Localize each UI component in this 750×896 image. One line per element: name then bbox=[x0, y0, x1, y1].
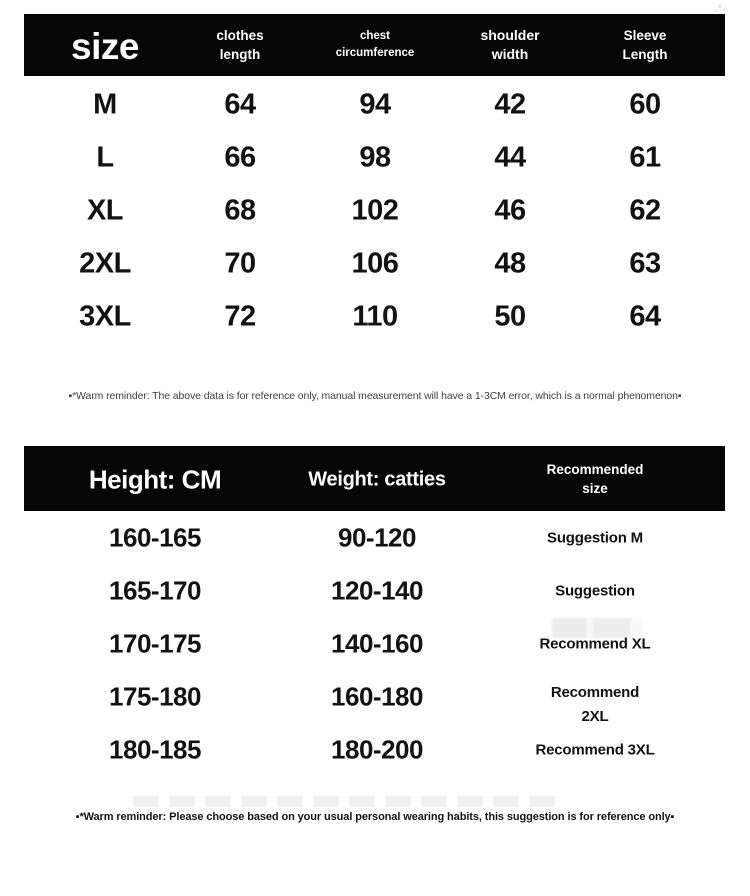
col-header-line: shoulder bbox=[480, 27, 540, 43]
col-header-line: size bbox=[582, 480, 608, 496]
size-cell: 2XL bbox=[79, 247, 131, 280]
shoulder-cell: 50 bbox=[494, 300, 526, 333]
height-cell: 175-180 bbox=[109, 681, 201, 712]
size-table-header bbox=[24, 14, 725, 76]
size-cell: XL bbox=[86, 194, 124, 227]
chest-cell: 94 bbox=[359, 88, 391, 121]
clothes-length-cell: 72 bbox=[224, 300, 256, 333]
fit-table-row bbox=[0, 618, 750, 670]
col-header-line: Sleeve bbox=[623, 28, 667, 43]
recommend-cell bbox=[551, 681, 639, 729]
sleeve-cell: 60 bbox=[629, 88, 661, 121]
recommend-cell: Suggestion M bbox=[547, 529, 643, 547]
size-cell: 3XL bbox=[79, 300, 131, 333]
size-cell: M bbox=[93, 88, 117, 121]
scratch-artifact bbox=[714, 2, 728, 13]
shoulder-cell: 46 bbox=[494, 194, 526, 227]
size-table-row bbox=[0, 291, 750, 343]
clothes-length-cell: 68 bbox=[224, 194, 256, 227]
recommend-line: 2XL bbox=[581, 708, 609, 725]
chest-cell: 102 bbox=[351, 194, 399, 227]
chest-cell: 110 bbox=[352, 300, 398, 333]
fit-table-row bbox=[0, 671, 750, 723]
fit-table-row bbox=[0, 512, 750, 564]
fit-table-reminder: ▪*Warm reminder: Please choose based on your usual personal wearing habits, this suggestion is for reference only▪ bbox=[75, 811, 675, 823]
height-cell: 165-170 bbox=[109, 575, 201, 606]
clothes-length-cell: 64 bbox=[224, 88, 256, 121]
height-cell: 160-165 bbox=[109, 522, 201, 553]
chest-cell: 106 bbox=[351, 247, 399, 280]
fit-table-row bbox=[0, 565, 750, 617]
recommend-cell: Recommend XL bbox=[539, 635, 651, 653]
size-table-reminder: ▪*Warm reminder: The above data is for reference only, manual measurement will have a 1-3CM error, which is a normal phenomenon▪ bbox=[68, 390, 682, 402]
sleeve-cell: 64 bbox=[629, 300, 661, 333]
height-cell: 170-175 bbox=[109, 628, 201, 659]
weight-cell: 120-140 bbox=[331, 575, 423, 606]
size-table-row bbox=[0, 79, 750, 131]
clothes-length-cell: 66 bbox=[224, 141, 256, 174]
weight-cell: 180-200 bbox=[331, 734, 423, 765]
weight-cell: 160-180 bbox=[331, 681, 423, 712]
recommend-cell: Recommend 3XL bbox=[535, 741, 655, 759]
col-header-weight: Weight: catties bbox=[308, 468, 446, 490]
shoulder-cell: 42 bbox=[494, 88, 526, 121]
col-header-chest-circumference bbox=[336, 28, 415, 62]
col-header-line: clothes bbox=[216, 28, 264, 43]
col-header-recommended-size bbox=[547, 460, 644, 498]
col-header-line: width bbox=[491, 46, 529, 62]
col-header-sleeve-length bbox=[623, 26, 668, 64]
sleeve-cell: 62 bbox=[629, 194, 661, 227]
col-header-height: Height: CM bbox=[88, 464, 222, 494]
chest-cell: 98 bbox=[359, 141, 391, 174]
col-header-clothes-length bbox=[216, 26, 263, 64]
fit-table-row bbox=[0, 724, 750, 776]
weight-cell: 90-120 bbox=[338, 522, 416, 553]
size-table-row bbox=[0, 238, 750, 290]
col-header-line: chest bbox=[359, 30, 391, 42]
col-header-line: length bbox=[219, 47, 261, 62]
recommend-cell: Suggestion bbox=[555, 582, 635, 600]
erased-text-artifact bbox=[133, 796, 561, 807]
size-cell: L bbox=[96, 141, 114, 174]
shoulder-cell: 48 bbox=[494, 247, 526, 280]
col-header-line: Length bbox=[622, 47, 668, 62]
col-header-line: Recommended bbox=[546, 461, 644, 477]
weight-cell: 140-160 bbox=[331, 628, 423, 659]
fit-table-header bbox=[24, 446, 725, 511]
size-table-row bbox=[0, 185, 750, 237]
recommend-line: Recommend bbox=[550, 684, 640, 701]
col-header-shoulder-width bbox=[480, 26, 539, 64]
sleeve-cell: 63 bbox=[629, 247, 661, 280]
col-header-line: circumference bbox=[335, 47, 415, 59]
size-table-title: size bbox=[71, 26, 139, 67]
sleeve-cell: 61 bbox=[629, 141, 661, 174]
size-table-row bbox=[0, 132, 750, 184]
shoulder-cell: 44 bbox=[494, 141, 526, 174]
height-cell: 180-185 bbox=[109, 734, 201, 765]
clothes-length-cell: 70 bbox=[224, 247, 256, 280]
